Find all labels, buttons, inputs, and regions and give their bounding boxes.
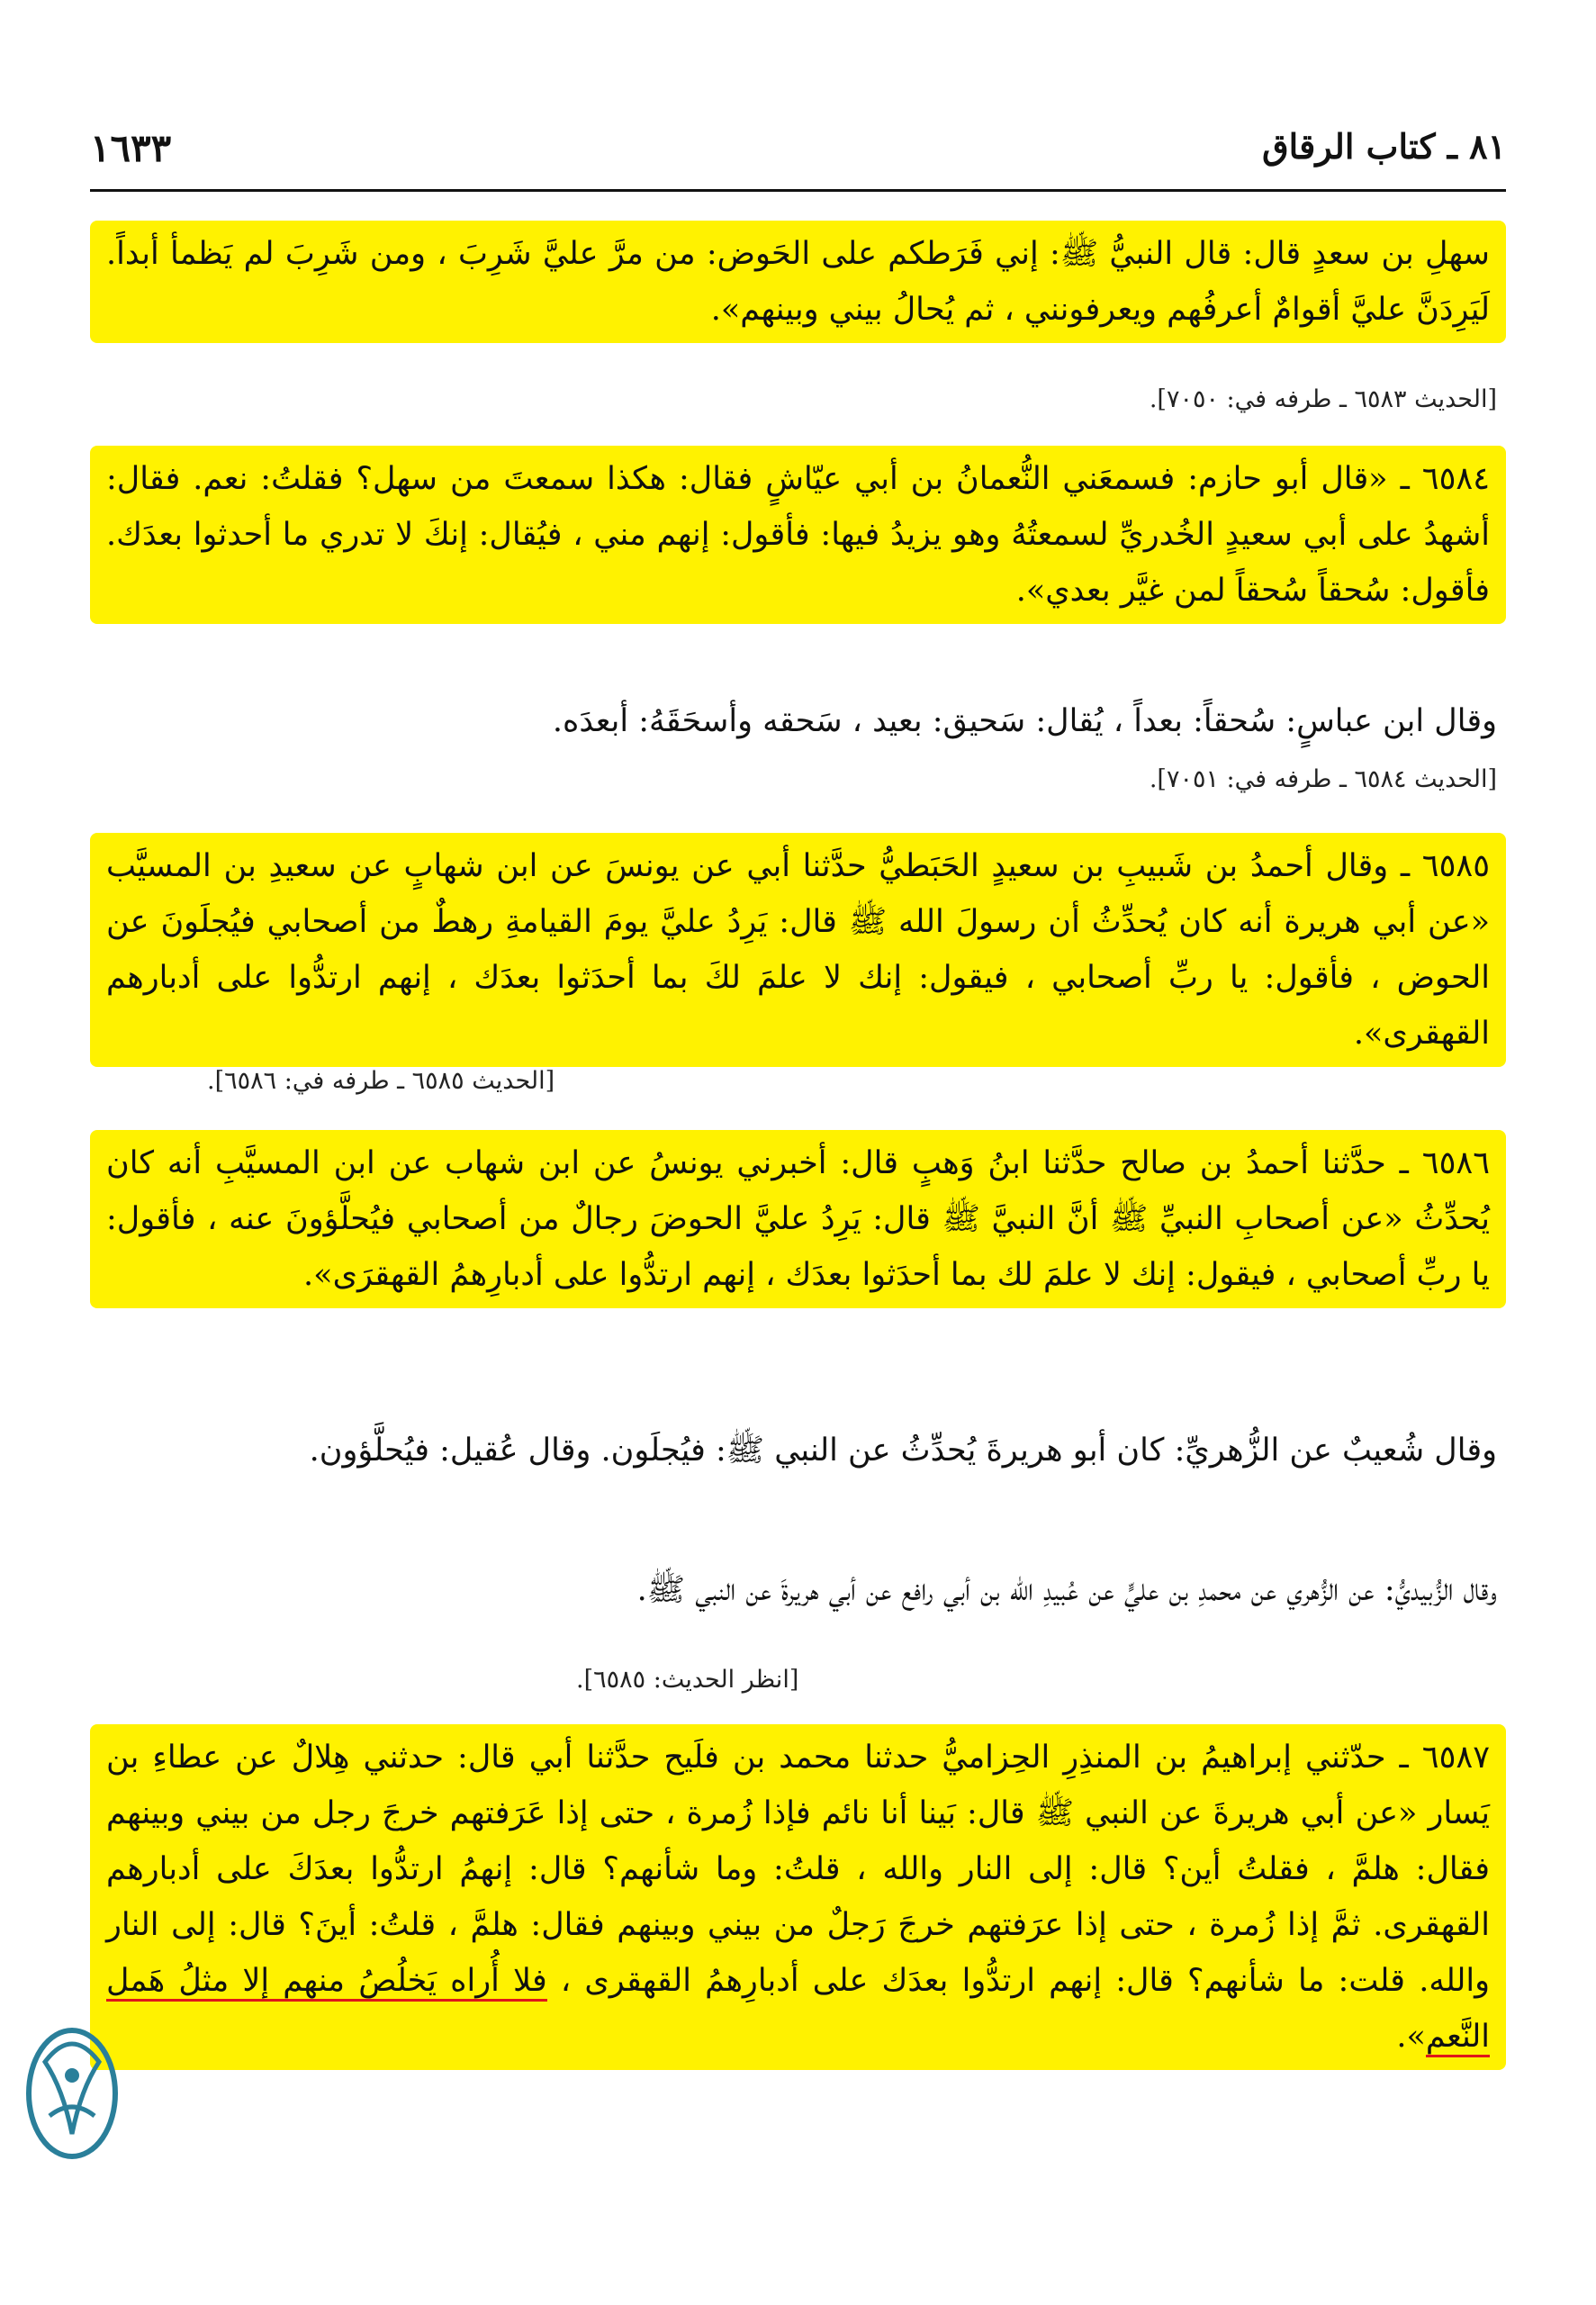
hadith-text [106,1730,1490,2065]
library-seal [18,2008,126,2170]
hadith-ref: [الحديث ٦٥٨٣ ـ طرفه في: ٧٠٥٠]. [1149,385,1497,413]
hadith-ref: [الحديث ٦٥٨٤ ـ طرفه في: ٧٠٥١]. [1149,765,1497,793]
header-rule [90,189,1506,192]
hadith-text: ٦٥٨٥ ـ وقال أحمدُ بن شَبيبِ بن سعيدٍ الحَبَطيُّ حدَّثنا أبي عن يونسَ عن ابن شهابٍ عن سعيدِ بن المسيَّب «عن أبي هريرة أنه كان يُحدِّثُ أن رسولَ الله ﷺ قال: يَرِدُ عليَّ يومَ القيامةِ رهطٌ من أصحابي فيُجلَونَ عن الحوض ، فأقول: يا ربِّ أصحابي ، فيقول: إنك لا علمَ لكَ بما أحدَثوا بعدَك ، إنهم ارتدُّوا على أدبارهم القهقرى». [106,848,1490,1052]
hadith-text-end: ». [1396,2019,1426,2055]
hadith-text: سهلِ بن سعدٍ قال: قال النبيُّ ﷺ: إني فَرَطكم على الحَوض: من مرَّ عليَّ شَرِبَ ، ومن شَرِبَ لم يَظمأ أبداً. لَيَرِدَنَّ عليَّ أقوامٌ أعرفُهم ويعرفونني ، ثم يُحالُ بيني وبينهم». [106,236,1490,328]
hadith-text: ٦٥٨٤ ـ «قال أبو حازم: فسمعَني النُّعمانُ بن أبي عيّاشٍ فقال: هكذا سمعتَ من سهل؟ فقلتُ: نعم. فقال: أشهدُ على أبي سعيدٍ الخُدريِّ لسمعتُهُ وهو يزيدُ فيها: فأقول: إنهم مني ، فيُقال: إنكَ لا تدري ما أحدثوا بعدَك. فأقول: سُحقاً سُحقاً لمن غيَّر بعدي». [106,461,1490,609]
hadith-text-main: ٦٥٨٧ ـ حدّثني إبراهيمُ بن المنذِرِ الحِزاميُّ حدثنا محمد بن فلَيح حدَّثنا أبي قال: حدثني هِلالٌ عن عطاءِ بن يَسار «عن أبي هريرةَ عن النبي ﷺ قال: بَينا أنا نائم فإذا زُمرة ، حتى إذا عَرَفتهم خرجَ رجل من بيني وبينهم فقال: هلمَّ ، فقلتُ أين؟ قال: إلى النار والله ، قلتُ: وما شأنهم؟ قال: إنهمُ ارتدُّوا بعدَكَ على أدبارهم القهقرى. ثمَّ إذا زُمرة ، حتى إذا عرَفتهم خرجَ رَجلٌ من بيني وبينهم فقال: هلمَّ ، قلتُ: أينَ؟ قال: إلى النار والله. قلت: ما شأنهم؟ قال: إنهم ارتدُّوا بعدَك على أدبارِهمُ القهقرى ، [106,1740,1490,1999]
hadith-text: ٦٥٨٦ ـ حدَّثنا أحمدُ بن صالح حدَّثنا ابنُ وَهبٍ قال: أخبرني يونسُ عن ابن شهاب عن ابن المسيَّبِ أنه كان يُحدِّثُ «عن أصحابِ النبيِّ ﷺ أنَّ النبيَّ ﷺ قال: يَرِدُ عليَّ الحوضَ رجالٌ من أصحابي فيُحلَّؤونَ عنه ، فأقول: يا ربِّ أصحابي ، فيقول: إنك لا علمَ لك بما أحدَثوا بعدَك ، إنهم ارتدُّوا على أدبارِهمُ القهقرَى». [106,1145,1490,1293]
note-shuayb: وقال شُعيبٌ عن الزُّهريِّ: كان أبو هريرةَ يُحدِّثُ عن النبي ﷺ: فيُجلَون. وقال عُقيل: فيُحلَّؤون. [309,1433,1497,1469]
seal-icon [18,2008,126,2170]
note-ibn-abbas: وقال ابن عباسٍ: سُحقاً: بعداً ، يُقال: سَحيق: بعيد ، سَحقه وأسحَقَهُ: أبعدَه. [552,703,1497,739]
chapter-title: ٨١ ـ كتاب الرقاق [1262,126,1506,167]
underlined-phrase: فلا أُراه يَخلُصُ منهم إلا مثلُ هَمل النَّعم [106,1963,1490,2057]
hadith-ref: [الحديث ٦٥٨٥ ـ طرفه في: ٦٥٨٦]. [207,1067,555,1095]
hadith-6583-continuation [90,221,1506,343]
hadith-6584 [90,446,1506,624]
hadith-ref: [انظر الحديث: ٦٥٨٥]. [576,1666,799,1694]
page-number: ١٦٣٣ [90,126,172,170]
hadith-6585 [90,833,1506,1067]
note-zubaydi: وقال الزُّبيديُّ: عن الزُّهري عن محمدِ بن عليٍّ عن عُبيدِ الله بن أبي رافع عن أبي هريرةَ عن النبي ﷺ. [636,1572,1497,1608]
hadith-6586 [90,1130,1506,1308]
hadith-6587 [90,1724,1506,2070]
page-header [90,126,1506,189]
